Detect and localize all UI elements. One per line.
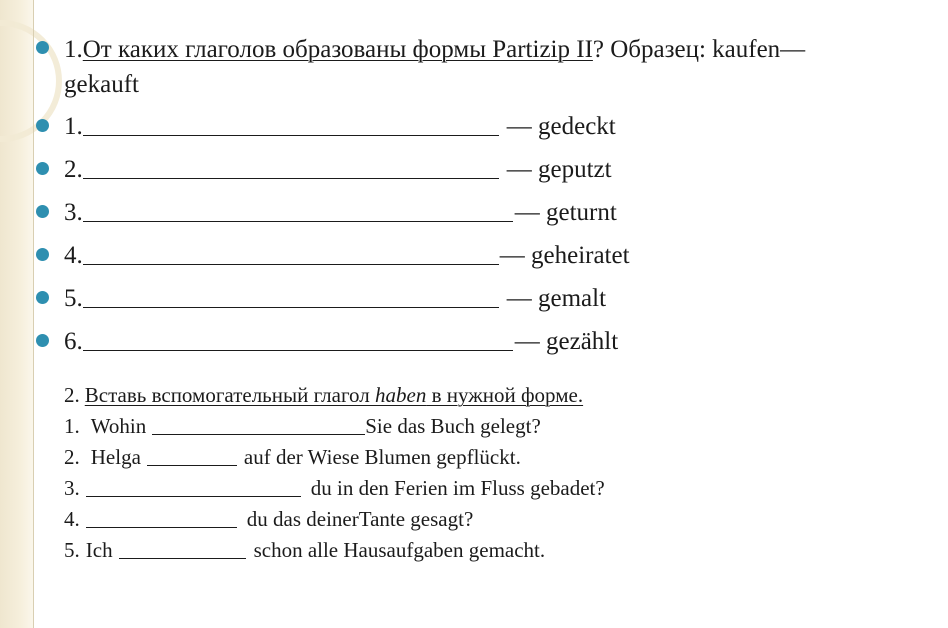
bullet-icon: [36, 248, 49, 261]
sentence-number: 4.: [64, 507, 80, 531]
task2-sentence: [64, 445, 521, 470]
sentence-pre: Helga: [90, 445, 141, 469]
item-word: — gezählt: [514, 328, 619, 355]
band-edge-line: [33, 0, 34, 628]
item-word: — geputzt: [506, 156, 612, 183]
task1-item: [64, 285, 606, 313]
task1-after-title: ? Образец: kaufen—: [592, 36, 806, 63]
sentence-pre: Wohin: [90, 414, 147, 438]
task1-item: [64, 156, 612, 184]
sentence-post: du in den Ferien im Fluss gebadet?: [310, 476, 605, 500]
bullet-icon: [36, 291, 49, 304]
answer-blank[interactable]: [152, 433, 365, 435]
task1-number: 1.: [64, 36, 83, 63]
item-word: — geturnt: [514, 199, 617, 226]
task2-title-b: в нужной форме.: [426, 383, 584, 407]
task1-item: [64, 328, 618, 356]
task1-item: [64, 113, 616, 141]
sentence-pre: Ich: [85, 538, 113, 562]
bullet-icon: [36, 334, 49, 347]
item-word: — geheiratet: [499, 242, 630, 269]
item-word: — gemalt: [506, 285, 607, 312]
sentence-number: 5.: [64, 538, 80, 562]
task1-example-cont: [64, 71, 139, 99]
bullet-icon: [36, 162, 49, 175]
task2-sentence: [64, 414, 541, 439]
sentence-number: 1.: [64, 414, 80, 438]
sentence-post: auf der Wiese Blumen gepflückt.: [243, 445, 521, 469]
answer-blank[interactable]: [83, 306, 499, 308]
answer-blank[interactable]: [83, 220, 513, 222]
sentence-post: du das deinerTante gesagt?: [246, 507, 474, 531]
bullet-icon: [36, 119, 49, 132]
item-number: 4.: [64, 242, 83, 269]
answer-blank[interactable]: [86, 495, 301, 497]
item-word: — gedeckt: [506, 113, 616, 140]
answer-blank[interactable]: [83, 349, 513, 351]
task2-sentence: [64, 507, 473, 532]
answer-blank[interactable]: [83, 134, 499, 136]
task2-title: [85, 383, 583, 408]
answer-blank[interactable]: [83, 177, 499, 179]
sentence-post: schon alle Hausaufgaben gemacht.: [253, 538, 546, 562]
item-number: 5.: [64, 285, 83, 312]
task2-heading: [64, 383, 583, 408]
task1-heading: [64, 36, 805, 64]
answer-blank[interactable]: [86, 526, 237, 528]
task2-title-a: Вставь вспомогательный глагол: [84, 383, 375, 407]
task1-title: От каких глаголов образованы формы Partizip II: [82, 36, 593, 63]
answer-blank[interactable]: [147, 464, 237, 466]
answer-blank[interactable]: [83, 263, 499, 265]
item-number: 3.: [64, 199, 83, 226]
item-number: 1.: [64, 113, 83, 140]
item-number: 2.: [64, 156, 83, 183]
slide: [36, 0, 942, 628]
sentence-number: 2.: [64, 445, 80, 469]
item-number: 6.: [64, 328, 83, 355]
task2-sentence: [64, 476, 605, 501]
decorative-left-band: [0, 0, 34, 628]
bullet-icon: [36, 205, 49, 218]
task2-title-verb: haben: [375, 383, 427, 407]
bullet-icon: [36, 41, 49, 54]
task2-number: 2.: [64, 383, 80, 407]
task1-item: [64, 242, 630, 270]
example-text: gekauft: [64, 71, 139, 98]
sentence-post: Sie das Buch gelegt?: [365, 414, 541, 438]
task2-sentence: [64, 538, 545, 563]
task1-item: [64, 199, 617, 227]
answer-blank[interactable]: [119, 557, 246, 559]
sentence-number: 3.: [64, 476, 80, 500]
